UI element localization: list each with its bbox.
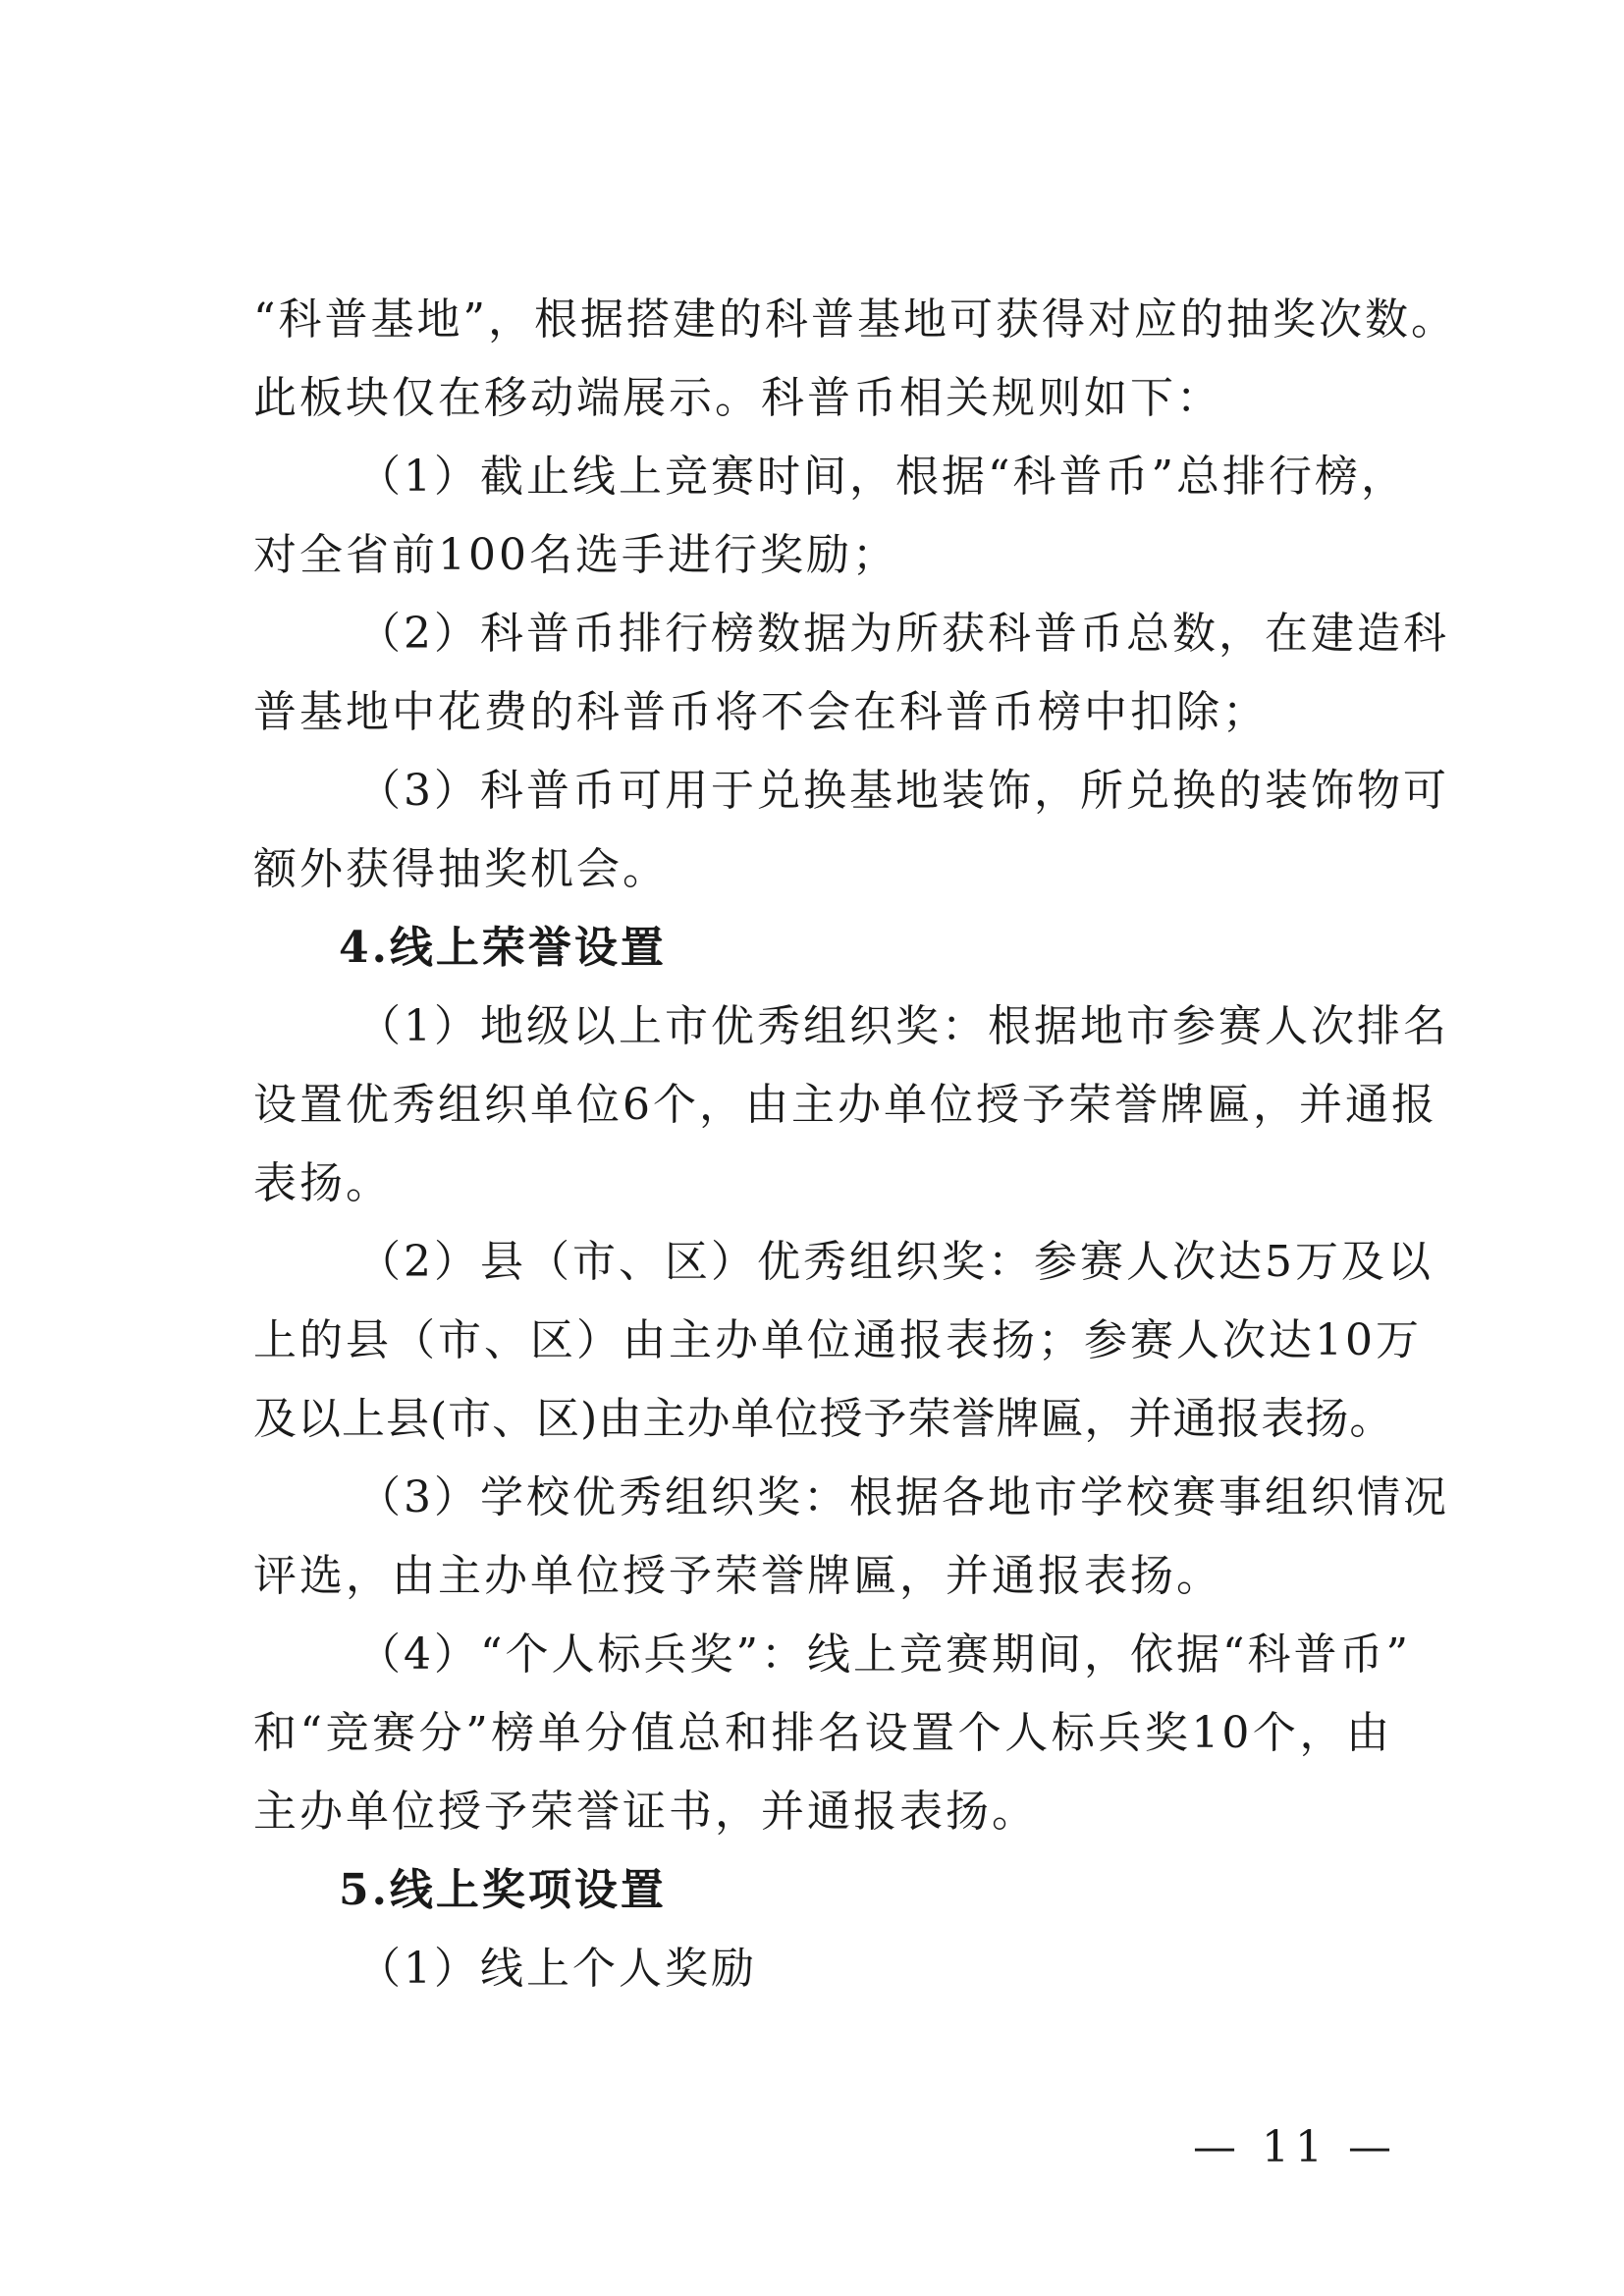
- section-heading: 5.线上奖项设置: [339, 1865, 667, 1915]
- paragraph-line: “科普基地”，根据搭建的科普基地可获得对应的抽奖次数。: [253, 294, 1457, 345]
- paragraph-line: 表扬。: [253, 1158, 392, 1208]
- paragraph-line: （1）地级以上市优秀组织奖：根据地市参赛人次排名: [357, 1001, 1449, 1051]
- paragraph-line: （3）学校优秀组织奖：根据各地市学校赛事组织情况: [357, 1472, 1449, 1522]
- paragraph-line: 额外获得抽奖机会。: [253, 844, 669, 894]
- paragraph-line: 普基地中花费的科普币将不会在科普币榜中扣除；: [253, 687, 1269, 737]
- paragraph-line: 及以上县(市、区)由主办单位授予荣誉牌匾，并通报表扬。: [253, 1394, 1394, 1444]
- paragraph-line: 对全省前100名选手进行奖励；: [253, 530, 898, 580]
- section-heading: 4.线上荣誉设置: [339, 923, 667, 973]
- page-number: — 11 —: [1193, 2122, 1397, 2172]
- paragraph-line: 评选，由主办单位授予荣誉牌匾，并通报表扬。: [253, 1551, 1222, 1601]
- paragraph-line: 此板块仅在移动端展示。科普币相关规则如下：: [253, 373, 1222, 423]
- paragraph-line: 主办单位授予荣誉证书，并通报表扬。: [253, 1787, 1038, 1837]
- paragraph-line: （3）科普币可用于兑换基地装饰，所兑换的装饰物可: [357, 766, 1449, 816]
- paragraph-line: （1）线上个人奖励: [357, 1944, 757, 1994]
- paragraph-line: （1）截止线上竞赛时间，根据“科普币”总排行榜，: [357, 452, 1407, 502]
- paragraph-line: （4）“个人标兵奖”：线上竞赛期间，依据“科普币”: [357, 1629, 1411, 1680]
- paragraph-line: （2）县（市、区）优秀组织奖：参赛人次达5万及以: [357, 1237, 1434, 1287]
- paragraph-line: （2）科普币排行榜数据为所获科普币总数，在建造科: [357, 609, 1449, 659]
- paragraph-line: 设置优秀组织单位6个，由主办单位授予荣誉牌匾，并通报: [253, 1080, 1437, 1130]
- paragraph-line: 和“竞赛分”榜单分值总和排名设置个人标兵奖10个，由: [253, 1708, 1392, 1758]
- paragraph-line: 上的县（市、区）由主办单位通报表扬；参赛人次达10万: [253, 1315, 1422, 1365]
